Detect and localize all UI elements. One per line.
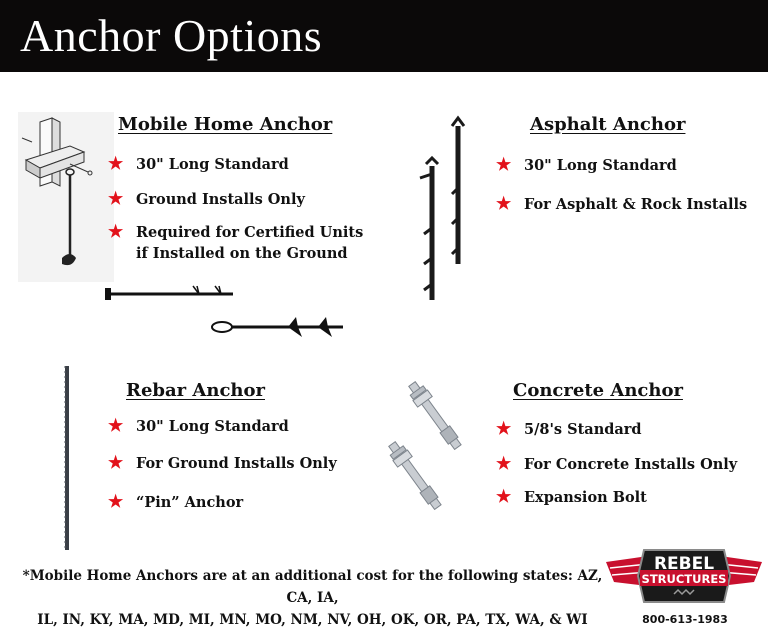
concrete-bullet-2: ★ For Concrete Installs Only (496, 454, 738, 474)
star-icon: ★ (108, 154, 124, 174)
star-icon: ★ (108, 492, 124, 512)
rebar-anchor-title: Rebar Anchor (126, 380, 265, 401)
phone-number: 800-613-1983 (642, 613, 728, 626)
concrete-anchor-title: Concrete Anchor (513, 380, 683, 401)
mobile-home-bullet-1: ★ 30" Long Standard (108, 154, 289, 174)
concrete-anchor-image (380, 378, 490, 513)
state-cost-footnote: *Mobile Home Anchors are at an additional cost for the following states: AZ, CA, IA, IL, IN, KY, MA, MD, MI, MN, MO, NM, NV, OH, OK, OR, PA, TX, WA, & WI (22, 568, 603, 628)
mobile-home-bullet-2: ★ Ground Installs Only (108, 189, 305, 209)
concrete-bullet-3: ★ Expansion Bolt (496, 487, 647, 507)
ground-anchor-rod-image (105, 284, 235, 304)
star-icon: ★ (108, 189, 124, 209)
asphalt-bullet-1: ★ 30" Long Standard (496, 155, 677, 175)
star-icon: ★ (108, 453, 124, 473)
rebar-bullet-3: ★ “Pin” Anchor (108, 492, 244, 512)
rebar-bullet-1: ★ 30" Long Standard (108, 416, 289, 436)
star-icon: ★ (496, 419, 512, 439)
logo-line1: REBEL (653, 554, 715, 574)
star-icon: ★ (496, 487, 512, 507)
mobile-home-anchor-image (18, 112, 114, 282)
star-icon: ★ (108, 222, 124, 242)
rebar-bullet-2: ★ For Ground Installs Only (108, 453, 337, 473)
mobile-home-bullet-3: ★ Required for Certified Units (108, 222, 364, 242)
helix-anchor-rod-image (210, 314, 345, 340)
concrete-bullet-1: ★ 5/8's Standard (496, 419, 642, 439)
star-icon: ★ (496, 155, 512, 175)
header-banner (0, 0, 768, 72)
rebel-structures-logo (604, 542, 764, 608)
logo-line2: STRUCTURES (641, 572, 727, 586)
asphalt-anchor-title: Asphalt Anchor (530, 114, 686, 135)
mobile-home-anchor-title: Mobile Home Anchor (118, 114, 333, 135)
star-icon: ★ (108, 416, 124, 436)
page-title: Anchor Options (20, 10, 323, 61)
asphalt-bullet-2: ★ For Asphalt & Rock Installs (496, 194, 748, 214)
rebar-anchor-image (60, 364, 74, 552)
star-icon: ★ (496, 454, 512, 474)
star-icon: ★ (496, 194, 512, 214)
asphalt-anchor-image (412, 114, 472, 306)
mobile-home-bullet-3-cont: if Installed on the Ground (136, 245, 348, 262)
